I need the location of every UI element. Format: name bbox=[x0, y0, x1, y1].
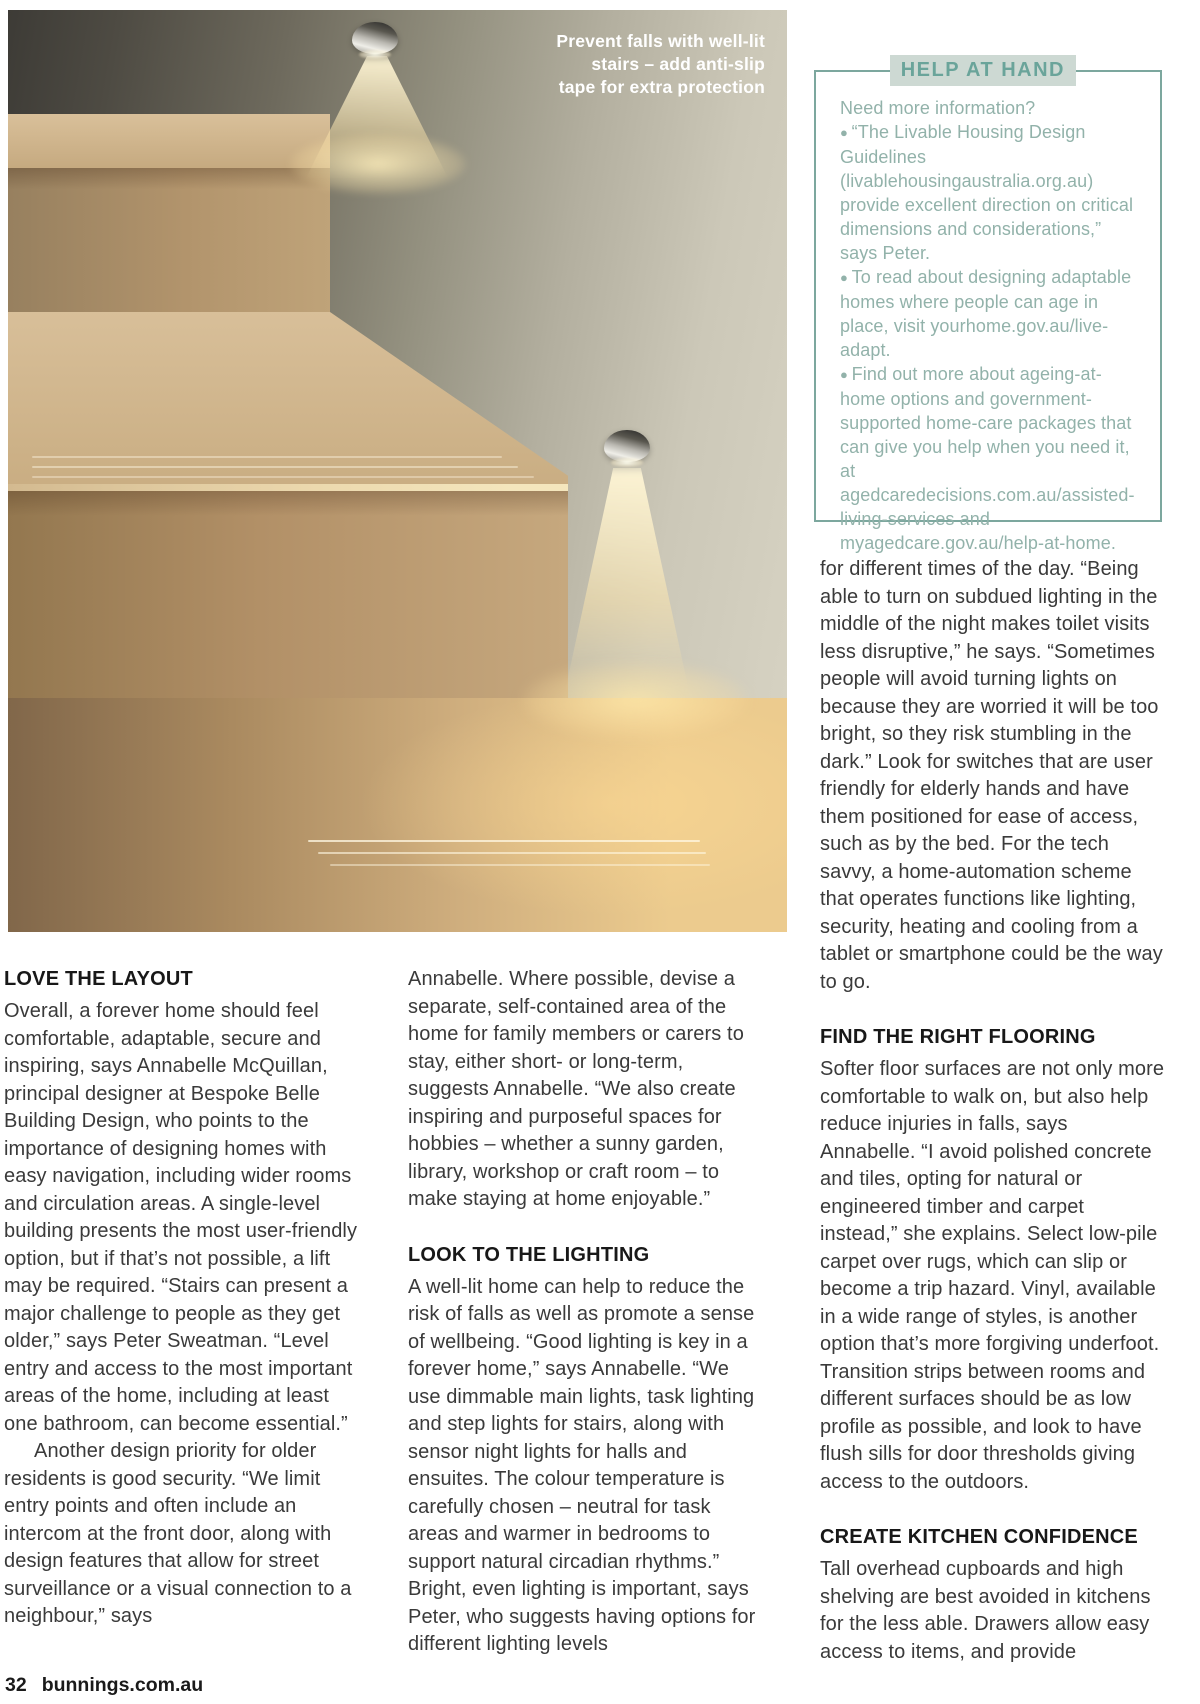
bullet-icon: ● bbox=[840, 125, 852, 140]
help-box-body bbox=[840, 96, 1142, 555]
article-paragraph: Annabelle. Where possible, devise a separate, self-contained area of the home for family members or carers to stay, either short- or long-term, suggests Annabelle. “We also create inspiring and purposeful spaces for hobbies – whether a sunny garden, library, workshop or craft room – to make staying at home enjoyable.” bbox=[408, 968, 744, 1210]
section-heading: FIND THE RIGHT FLOORING bbox=[820, 1026, 1096, 1048]
anti-slip-strip bbox=[330, 864, 710, 866]
wall-light-fixture bbox=[604, 430, 650, 462]
help-box-item: ● Find out more about ageing-at-home options and government-supported home-care packages that can give you help when you need it, at agedcaredecisions.com.au/assisted-living-services and myagedcare.gov.au/help-at-home. bbox=[840, 364, 1135, 553]
bullet-icon: ● bbox=[840, 367, 852, 382]
section-heading: LOOK TO THE LIGHTING bbox=[408, 1243, 650, 1266]
help-box-item: ● “The Livable Housing Design Guidelines (livablehousingaustralia.org.au) provide excellent direction on critical dimensions and considerations,” says Peter. bbox=[840, 122, 1134, 263]
photo-caption: Prevent falls with well-lit stairs – add anti-slip tape for extra protection bbox=[556, 31, 765, 97]
anti-slip-strip bbox=[32, 466, 518, 468]
article-paragraph: A well-lit home can help to reduce the risk of falls as well as promote a sense of wellbeing. “Good lighting is key in a forever home,” says Annabelle. “We use dimmable main lights, task lighting and step lights for stairs, along with sensor night lights for halls and ensuites. The colour temperature is carefully chosen – neutral for task areas and warmer in bedrooms to support natural circadian rhythms.” Bright, even lighting is important, says Peter, who suggests having options for different lighting levels bbox=[408, 1275, 756, 1655]
article-column-2 bbox=[408, 966, 762, 1659]
section-heading: CREATE KITCHEN CONFIDENCE bbox=[820, 1526, 1138, 1548]
help-box-intro: Need more information? bbox=[840, 98, 1036, 118]
anti-slip-strip bbox=[32, 456, 502, 458]
photo-step-tread bbox=[8, 114, 330, 170]
photo-step-edge bbox=[8, 484, 568, 491]
article-paragraph: for different times of the day. “Being able to turn on subdued lighting in the middle of the night makes toilet visits less disruptive,” he says. “Sometimes people will avoid turning lights on because they are worried it will be too bright, so they risk stumbling in the dark.” Look for switches that are user friendly for elderly hands and have them positioned for ease of access, such as by the bed. For the tech savvy, a home-automation scheme that operates functions like lighting, security, heating and cooling from a tablet or smartphone could be the way to go. bbox=[820, 558, 1163, 993]
article-paragraph: Overall, a forever home should feel comfortable, adaptable, secure and inspiring, says Annabelle McQuillan, principal designer at Bespoke Belle Building Design, who points to the importance of designing homes with easy navigation, including wider rooms and circulation areas. A single-level building presents the most user-friendly option, but if that’s not possible, a lift may be required. “Stairs can present a major challenge to people as they get older,” says Peter Sweatman. “Level entry and access to the most important areas of the home, including at least one bathroom, can become essential.” bbox=[4, 1000, 358, 1435]
site-url: bunnings.com.au bbox=[41, 1674, 204, 1696]
article-column-3 bbox=[820, 556, 1165, 1666]
photo-step-riser bbox=[8, 491, 568, 698]
article-column-1 bbox=[4, 966, 358, 1631]
anti-slip-strip bbox=[32, 476, 534, 478]
help-box-title: HELP AT HAND bbox=[890, 55, 1076, 86]
wall-light-fixture bbox=[352, 22, 398, 54]
article-paragraph: Softer floor surfaces are not only more comfortable to walk on, but also help reduce injuries in falls, says Annabelle. “I avoid polished concrete and tiles, opting for natural or engineered timber and carpet instead,” she explains. Select low-pile carpet over rugs, which can slip or become a trip hazard. Vinyl, available in a wide range of styles, is another option that’s more forgiving underfoot. Transition strips between rooms and different surfaces should be as low profile as possible, and look to have flush sills for door thresholds giving access to the outdoors. bbox=[820, 1058, 1165, 1493]
bullet-icon: ● bbox=[840, 270, 852, 285]
article-paragraph: Tall overhead cupboards and high shelving are best avoided in kitchens for the less able. Drawers allow easy access to items, and provide bbox=[820, 1558, 1151, 1663]
help-at-hand-box bbox=[814, 59, 1162, 553]
light-pool bbox=[522, 662, 748, 738]
help-box-item: ● To read about designing adaptable homes where people can age in place, visit yourhome.gov.au/live-adapt. bbox=[840, 267, 1132, 360]
help-box-items bbox=[840, 120, 1142, 555]
section-heading: LOVE THE LAYOUT bbox=[4, 968, 193, 990]
light-pool bbox=[290, 134, 466, 194]
photo-step-riser bbox=[8, 168, 330, 320]
anti-slip-strip bbox=[308, 840, 700, 842]
anti-slip-strip bbox=[318, 852, 706, 854]
page-footer bbox=[5, 1674, 203, 1697]
page-number: 32 bbox=[5, 1674, 27, 1696]
article-paragraph: Another design priority for older residents is good security. “We limit entry points and often include an intercom at the front door, along with design features that allow for street surveillance or a visual connection to a neighbour,” says bbox=[4, 1440, 352, 1627]
stairs-photo bbox=[8, 10, 787, 932]
